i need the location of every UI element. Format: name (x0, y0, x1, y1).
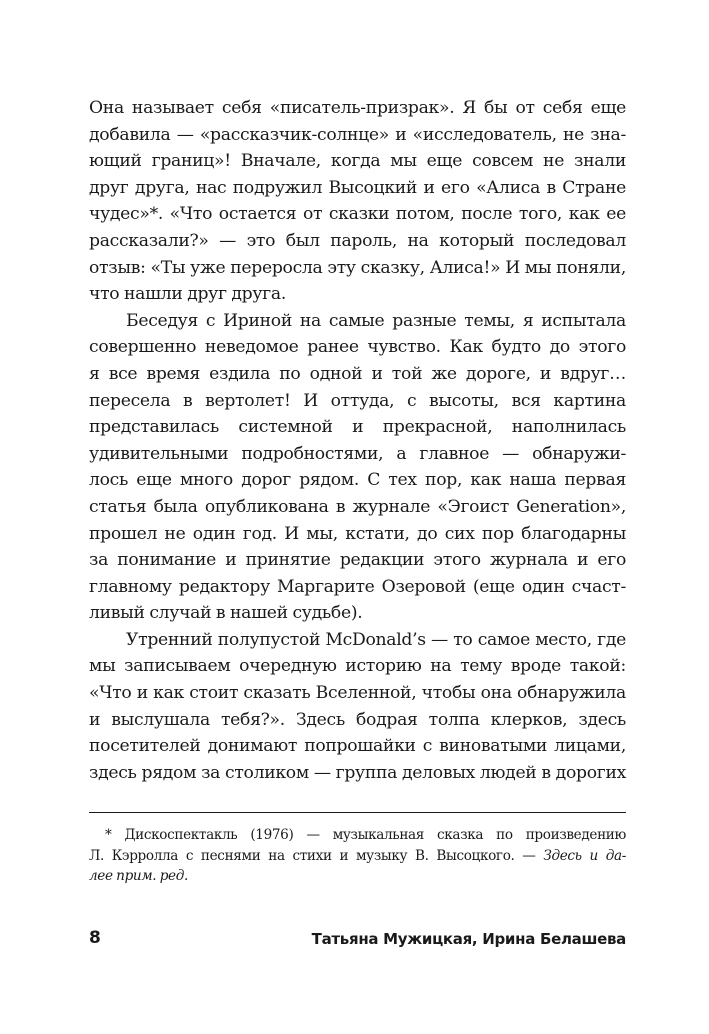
paragraph-3 (89, 627, 626, 787)
footnote-line: * Дискоспектакль (1976) — музыкальная сказка по произведению (105, 827, 626, 843)
text-line: мы записываем очередную историю на тему вроде такой: (89, 656, 626, 677)
text-line: Утренний полупустой McDonald’s — то самое место, где (126, 629, 626, 650)
paragraph-1 (89, 95, 626, 308)
text-line: добавила — «рассказчик-солнце» и «исследователь, не зна- (89, 124, 626, 145)
footnote-line (89, 846, 626, 867)
text-line: представилась системной и прекрасной, наполнилась (89, 417, 626, 438)
text-line: за понимание и принятие редакции этого журнала и его (89, 550, 626, 571)
footnote-line (89, 866, 626, 887)
text-line: я все время ездила по одной и той же дороге, и вдруг… (89, 363, 626, 384)
footnote (89, 825, 626, 887)
footnote-divider (89, 812, 626, 813)
text-line: прошел не один год. И мы, кстати, до сих пор благодарны (89, 523, 626, 544)
text-line: статья была опубликована в журнале «Эгоист Generation», (89, 496, 626, 517)
body-text (89, 95, 626, 786)
editor-note: лее прим. ред. (89, 868, 188, 884)
paragraph-2 (89, 308, 626, 627)
text-line: пересела в вертолет! И оттуда, с высоты, вся картина (89, 390, 626, 411)
editor-note: Здесь и да- (543, 847, 626, 864)
text-line: ливый случай в нашей судьбе). (89, 603, 363, 624)
text-line: «Что и как стоит сказать Вселенной, чтобы она обнаружила (89, 683, 626, 704)
text-line: отзыв: «Ты уже переросла эту сказку, Алиса!» И мы поняли, (89, 257, 626, 278)
text-line: удивительными подробностями, а главное — обнаружи- (89, 443, 626, 464)
text-line: Беседуя с Ириной на самые разные темы, я испытала (126, 310, 626, 331)
text-line: посетителей донимают попрошайки с виноватыми лицами, (89, 736, 626, 757)
text-line: Она называет себя «писатель-призрак». Я бы от себя еще (89, 98, 626, 118)
text-line: совершенно неведомое ранее чувство. Как будто до этого (89, 337, 626, 358)
text-line: здесь рядом за столиком — группа деловых людей в дорогих (89, 762, 626, 783)
text-line: что нашли друг друга. (89, 284, 286, 305)
text-line: и выслушала тебя?». Здесь бодрая толпа клерков, здесь (89, 709, 626, 730)
running-footer-authors: Татьяна Мужицкая, Ирина Белашева (311, 930, 626, 948)
text-line: чудес»*. «Что остается от сказки потом, после того, как ее (89, 204, 626, 225)
footnote-text: Л. Кэрролла с песнями на стихи и музыку В. Высоцкого. — (89, 847, 544, 864)
text-line: главному редактору Маргарите Озеровой (еще один счаст- (89, 576, 626, 597)
text-line: друг друга, нас подружил Высоцкий и его «Алиса в Стране (89, 177, 626, 198)
page-number: 8 (89, 928, 101, 948)
text-line: ющий границ»! Вначале, когда мы еще совсем не знали (89, 151, 626, 172)
text-line: лось еще много дорог рядом. С тех пор, как наша первая (89, 470, 626, 491)
text-line: рассказали?» — это был пароль, на который последовал (89, 230, 626, 251)
